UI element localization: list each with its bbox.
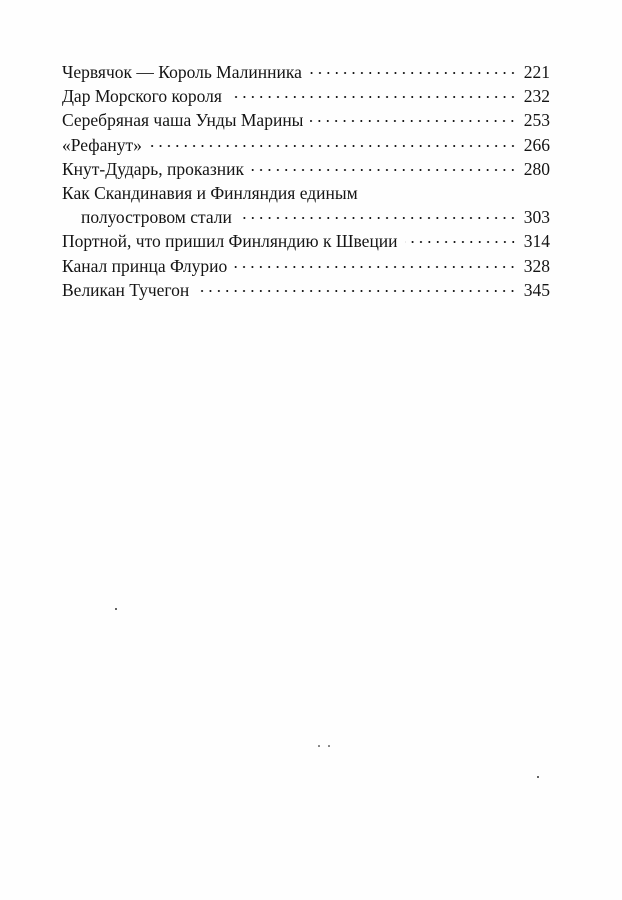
toc-entry-page: 303	[523, 207, 550, 228]
toc-entry-title: Червячок — Король Малинника	[62, 62, 302, 82]
toc-entry	[62, 133, 550, 157]
toc-entry	[62, 181, 550, 229]
toc-entry-title-continued: полуостровом стали	[81, 207, 232, 228]
toc-entry	[62, 229, 550, 253]
toc-entry-title: Портной, что пришил Финляндию к Швеции	[62, 231, 398, 252]
toc-entry	[62, 60, 550, 84]
dot-leader	[234, 266, 517, 268]
scan-speck	[318, 745, 320, 747]
toc-entry-page: 266	[523, 134, 550, 155]
dot-leader	[239, 217, 517, 219]
toc-entry-title: «Рефанут»	[62, 134, 142, 155]
toc-entry-page: 221	[523, 62, 550, 82]
toc-entry	[62, 108, 550, 132]
scan-speck	[115, 608, 117, 610]
toc-entry-title: Кнут-Дударь, проказник	[62, 158, 245, 179]
dot-leader	[251, 169, 517, 171]
toc-entry-page: 328	[523, 255, 550, 276]
table-of-contents	[62, 60, 550, 302]
toc-entry-page: 253	[523, 110, 550, 131]
dot-leader	[149, 145, 517, 147]
toc-entry-page: 314	[523, 231, 550, 252]
dot-leader	[196, 290, 517, 292]
toc-entry-page: 280	[523, 158, 550, 179]
dot-leader	[310, 120, 517, 122]
dot-leader	[229, 96, 517, 98]
scan-speck	[328, 745, 330, 747]
dot-leader	[405, 241, 517, 243]
toc-entry	[62, 84, 550, 108]
toc-entry-page: 232	[523, 86, 550, 107]
dot-leader	[309, 72, 517, 74]
toc-entry-title: Канал принца Флурио	[62, 255, 228, 276]
toc-entry	[62, 254, 550, 278]
toc-entry	[62, 278, 550, 302]
scan-speck	[537, 776, 539, 778]
toc-entry-title: Как Скандинавия и Финляндия единым	[62, 182, 358, 203]
toc-entry-title: Дар Морского короля	[62, 86, 222, 107]
toc-entry-page: 345	[523, 279, 550, 300]
toc-entry-title: Великан Тучегон	[62, 279, 190, 300]
toc-entry-title: Серебряная чаша Унды Марины	[62, 110, 304, 131]
toc-entry	[62, 157, 550, 181]
